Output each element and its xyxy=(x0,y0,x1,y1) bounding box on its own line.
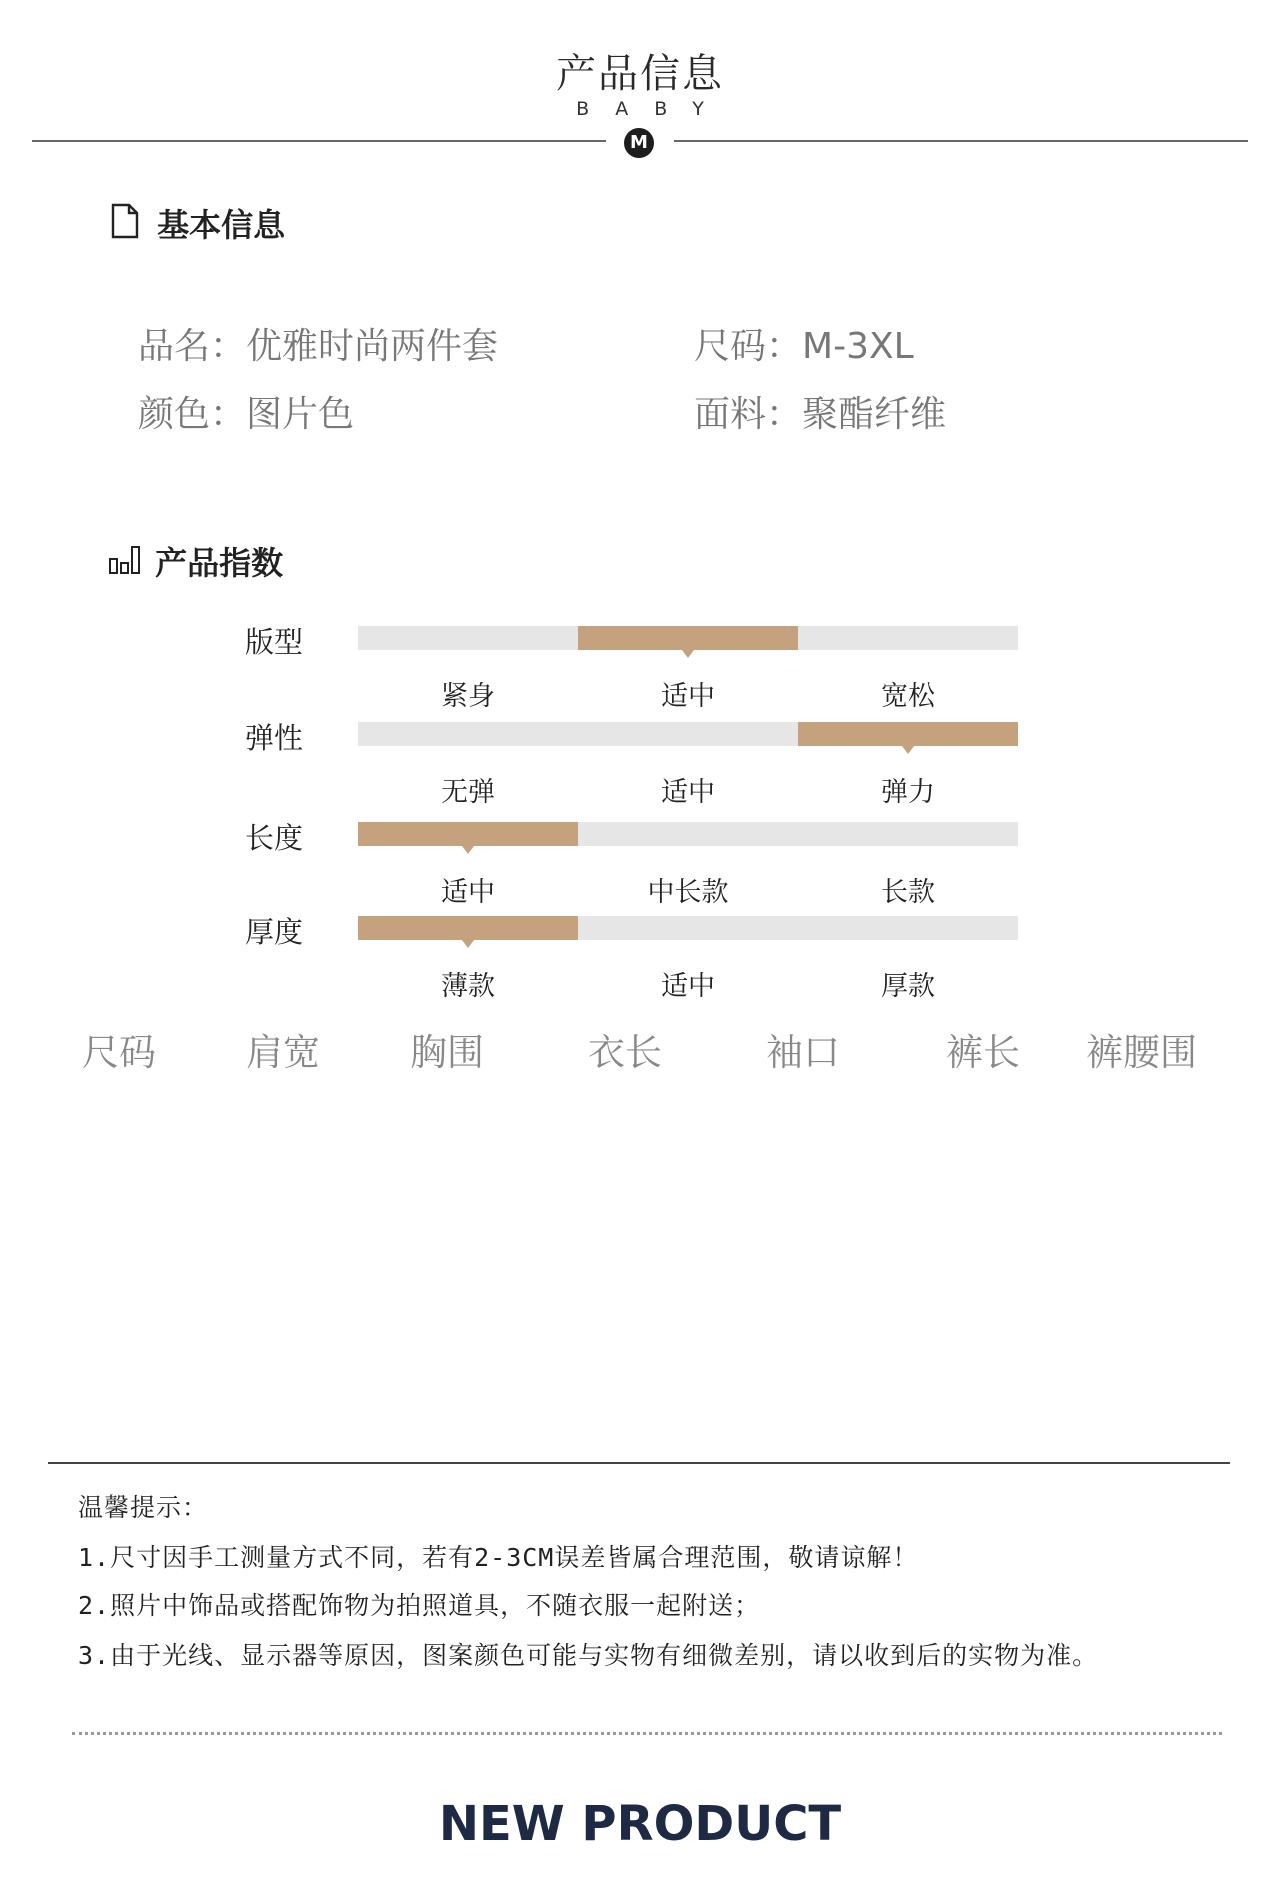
document-icon xyxy=(110,203,140,243)
size-header: 袖口 xyxy=(766,1031,840,1074)
index-segment xyxy=(358,722,578,746)
index-bar-length xyxy=(358,822,1018,846)
brand-badge: M xyxy=(624,128,654,158)
tip-item: 1.尺寸因手工测量方式不同，若有2-3CM误差皆属合理范围，敬请谅解！ xyxy=(78,1543,919,1572)
index-segment xyxy=(798,822,1018,846)
index-option: 紧身 xyxy=(441,681,495,712)
index-option: 宽松 xyxy=(881,681,935,712)
header-divider-right xyxy=(674,140,1248,142)
index-option: 适中 xyxy=(661,971,715,1002)
index-segment xyxy=(578,722,798,746)
index-option: 适中 xyxy=(661,681,715,712)
page-title: 产品信息 xyxy=(556,51,724,97)
index-option: 弹力 xyxy=(881,777,935,808)
index-option: 适中 xyxy=(441,877,495,908)
index-label-length: 长度 xyxy=(245,821,304,855)
index-label-elasticity: 弹性 xyxy=(245,721,304,755)
tip-item: 3.由于光线、显示器等原因，图案颜色可能与实物有细微差别，请以收到后的实物为准。 xyxy=(78,1641,1099,1670)
size-header: 肩宽 xyxy=(246,1031,320,1074)
size-header: 尺码 xyxy=(82,1031,156,1074)
dotted-divider xyxy=(72,1732,1222,1735)
index-option: 无弹 xyxy=(441,777,495,808)
index-segment xyxy=(358,822,578,846)
index-bar-thickness xyxy=(358,916,1018,940)
page-subtitle: BABY xyxy=(576,98,730,120)
index-option: 薄款 xyxy=(441,971,495,1002)
size-header: 裤长 xyxy=(946,1031,1020,1074)
info-label: 尺码： xyxy=(694,326,803,367)
basic-info-heading xyxy=(110,200,285,246)
info-size xyxy=(694,318,914,369)
new-product-heading: NEW PRODUCT xyxy=(438,1796,842,1852)
index-label-thickness: 厚度 xyxy=(245,915,304,949)
info-color xyxy=(138,386,354,437)
info-label: 面料： xyxy=(694,394,803,435)
index-segment xyxy=(358,626,578,650)
info-value: 优雅时尚两件套 xyxy=(246,326,499,367)
index-bar-elasticity xyxy=(358,722,1018,746)
info-value: 图片色 xyxy=(246,394,355,435)
tips-title: 温馨提示： xyxy=(78,1493,209,1522)
tip-item: 2.照片中饰品或搭配饰物为拍照道具，不随衣服一起附送； xyxy=(78,1591,761,1620)
info-label: 颜色： xyxy=(138,394,247,435)
size-header: 衣长 xyxy=(588,1031,662,1074)
tips-divider xyxy=(48,1462,1230,1464)
index-option: 中长款 xyxy=(647,877,729,908)
index-bar-fit xyxy=(358,626,1018,650)
index-option: 长款 xyxy=(881,877,935,908)
info-label: 品名： xyxy=(138,326,247,367)
info-value: 聚酯纤维 xyxy=(802,394,947,435)
info-name xyxy=(138,318,498,369)
basic-info-title: 基本信息 xyxy=(157,206,286,244)
size-header: 胸围 xyxy=(410,1031,484,1074)
product-index-heading xyxy=(108,538,283,584)
index-segment xyxy=(358,916,578,940)
index-option: 厚款 xyxy=(881,971,935,1002)
index-segment xyxy=(798,916,1018,940)
index-segment xyxy=(578,822,798,846)
index-segment xyxy=(578,916,798,940)
index-segment xyxy=(578,626,798,650)
index-segment xyxy=(798,626,1018,650)
product-index-title: 产品指数 xyxy=(155,544,284,582)
index-label-fit: 版型 xyxy=(245,625,304,659)
index-option: 适中 xyxy=(661,777,715,808)
header-divider-left xyxy=(32,140,606,142)
bar-chart-icon xyxy=(108,543,142,579)
size-header: 裤腰围 xyxy=(1086,1031,1197,1074)
info-fabric xyxy=(694,386,946,437)
index-segment xyxy=(798,722,1018,746)
info-value: M-3XL xyxy=(802,326,914,367)
